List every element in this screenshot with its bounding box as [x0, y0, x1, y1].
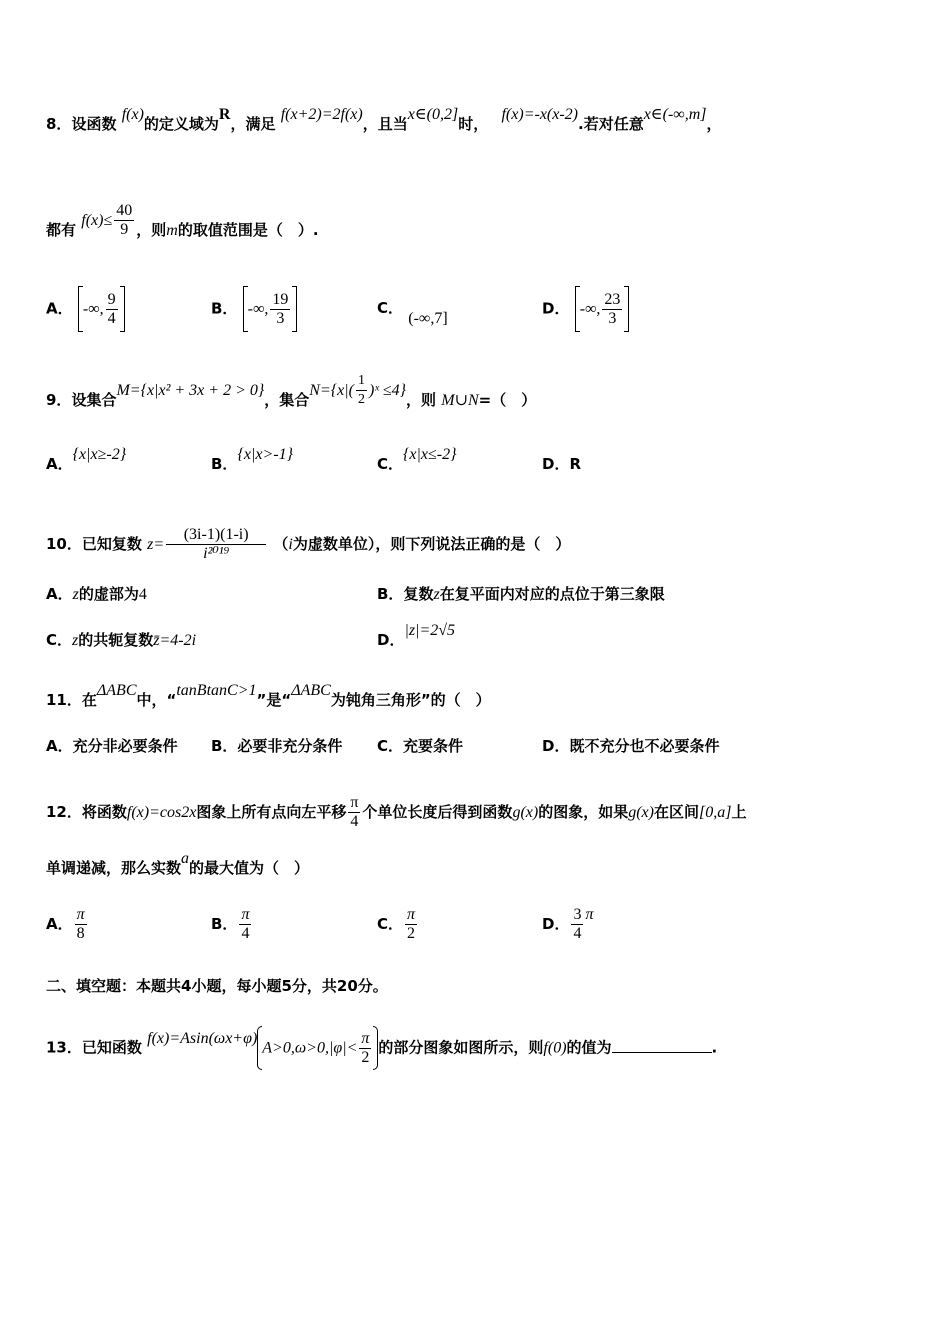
option-label: B．: [211, 455, 238, 473]
option-label: D．: [542, 299, 570, 318]
option-text: R: [569, 455, 582, 473]
text: ，则: [406, 391, 437, 409]
option-label: B．: [377, 585, 404, 603]
option-d[interactable]: [377, 622, 456, 651]
math-m: m: [166, 222, 178, 239]
text: 图象上所有点向左平移: [196, 803, 347, 821]
math-domain: x∈(0,2]: [407, 106, 459, 123]
fraction: [571, 906, 583, 943]
numerator: π: [361, 1029, 370, 1047]
math-a: a: [181, 850, 190, 867]
numerator: π: [350, 794, 359, 811]
numerator: π: [407, 906, 416, 923]
option-label: B．: [211, 915, 238, 933]
fraction: [106, 291, 118, 328]
option-b[interactable]: [377, 584, 665, 605]
option-c[interactable]: C．充要条件: [377, 737, 464, 755]
option-label: A．: [46, 585, 73, 603]
fraction: [348, 794, 360, 831]
question-number: 11．: [46, 691, 82, 709]
math-z: z: [72, 586, 79, 603]
option-b[interactable]: B．必要非充分条件: [211, 737, 343, 755]
math: -∞,: [247, 300, 269, 318]
option-label: D．: [542, 915, 570, 933]
math: -∞,: [82, 300, 104, 318]
math-triangle: ΔABC: [291, 682, 331, 699]
option-c[interactable]: [377, 906, 419, 943]
math-f0: f(0): [543, 1039, 567, 1057]
math-gx: g(x): [512, 804, 539, 821]
q8-line2: [46, 202, 319, 249]
text: 的图象，如果: [538, 803, 629, 821]
text: 的最大值为（ ）: [189, 859, 310, 877]
text: 在复平面内对应的点位于第三象限: [439, 585, 665, 603]
q11-line: [46, 682, 491, 711]
q8-line1: [46, 106, 722, 135]
text: 设函数: [71, 115, 117, 133]
q12-line1: [46, 794, 746, 831]
denominator: 3: [276, 309, 285, 327]
text: 中，“: [136, 691, 177, 709]
section-heading: 二、填空题：本题共4小题，每小题5分，共20分。: [46, 977, 388, 995]
fraction: [602, 291, 622, 328]
math-condition: tanBtanC>1: [176, 682, 257, 699]
math-pi: π: [585, 906, 594, 923]
option-d[interactable]: [542, 906, 593, 943]
text: ，则: [136, 221, 167, 239]
option-a[interactable]: [46, 584, 147, 605]
text: 的部分图象如图所示，则: [378, 1038, 544, 1057]
math-fx: f(x): [121, 106, 144, 123]
text: 的定义域为: [143, 115, 219, 133]
option-a[interactable]: A．充分非必要条件: [46, 737, 178, 755]
option-b[interactable]: [211, 446, 293, 475]
numerator: 1: [356, 372, 367, 391]
fraction: [405, 906, 417, 943]
fraction: [166, 526, 266, 563]
option-d[interactable]: D．既不充分也不必要条件: [542, 737, 720, 755]
text: ，: [706, 115, 722, 133]
option-label: A．: [46, 299, 73, 318]
math-condition: f(x+2)=2f(x): [280, 106, 363, 123]
fraction: [239, 906, 251, 943]
text: .若对任意: [578, 115, 644, 133]
text: 为虚数单位），则下列说法正确的是（ ）: [292, 535, 571, 553]
option-b[interactable]: [211, 286, 297, 332]
denominator: 2: [407, 925, 416, 942]
math: {x|x≤-2}: [403, 446, 457, 463]
math-range: x∈(-∞,m]: [643, 106, 707, 123]
text: 将函数: [81, 803, 127, 821]
math-z: z: [433, 586, 440, 603]
text: 时，: [458, 115, 489, 133]
denominator: 4: [241, 925, 250, 942]
text: .: [711, 1038, 718, 1057]
numerator: 23: [604, 290, 621, 308]
math-interval: [0,a]: [699, 804, 732, 821]
q10-line: [46, 526, 570, 563]
math-set-M: M={x|x² + 3x + 2 > 0}: [116, 382, 265, 399]
q12-line2: [46, 850, 310, 879]
math: {x|x>-1}: [237, 446, 293, 463]
text: 在: [81, 691, 97, 709]
text: （: [273, 535, 289, 553]
numerator: π: [76, 906, 85, 923]
option-label: C．: [377, 455, 404, 473]
math-triangle: ΔABC: [96, 682, 137, 699]
math-z: z=: [147, 536, 165, 553]
option-label: B．: [211, 299, 238, 318]
denominator: 4: [573, 925, 582, 942]
text: 为钝角三角形”的（ ）: [330, 691, 491, 709]
math-ineq: f(x)≤: [81, 212, 113, 229]
question-number: 13．: [46, 1038, 82, 1057]
fraction: [359, 1030, 371, 1067]
fraction: [75, 906, 87, 943]
numerator: 3: [573, 906, 582, 923]
math: 4: [138, 586, 147, 603]
numerator: π: [241, 906, 250, 923]
question-number: 12．: [46, 803, 82, 821]
answer-blank[interactable]: [612, 1038, 712, 1053]
option-a[interactable]: [46, 286, 125, 332]
fraction: [114, 202, 134, 239]
text: ，且当: [362, 115, 408, 133]
option-b[interactable]: [211, 906, 253, 943]
math: -∞,: [579, 300, 601, 318]
option-label: D．: [542, 455, 570, 473]
numerator: (3i-1)(1-i): [166, 526, 266, 545]
option-label: A．: [46, 915, 73, 933]
math-set-N-end: )ˣ ≤4}: [368, 382, 407, 399]
q13-line: [46, 1026, 717, 1070]
math-fx: f(x)=cos2x: [126, 804, 197, 821]
text: ”是“: [256, 691, 292, 709]
option-label: D．: [377, 631, 405, 649]
denominator: 3: [608, 309, 617, 327]
option-a[interactable]: [46, 446, 127, 475]
text: 单调递减，那么实数: [46, 859, 182, 877]
text: 的共轭复数: [78, 631, 154, 649]
text: 设集合: [71, 391, 117, 409]
math-i: i: [288, 536, 293, 553]
option-c[interactable]: [377, 446, 457, 475]
math-condition: A>0,ω>0,|φ|<: [262, 1039, 358, 1057]
denominator: 8: [76, 925, 85, 942]
numerator: 9: [107, 290, 116, 308]
fraction: [356, 372, 367, 409]
math: {x|x≥-2}: [72, 446, 127, 463]
denominator: 4: [350, 813, 359, 830]
option-label: C．: [377, 915, 404, 933]
text: ，集合: [264, 391, 310, 409]
text: 复数: [403, 585, 434, 603]
option-label: C．: [377, 299, 404, 317]
denominator: 4: [107, 309, 116, 327]
text: =（ ）: [478, 391, 537, 409]
text: 个单位长度后得到函数: [362, 803, 513, 821]
math-fx: f(x)=Asin(ωx+φ): [147, 1029, 258, 1047]
option-c[interactable]: [377, 298, 448, 327]
q9-line: [46, 373, 537, 419]
question-number: 10．: [46, 535, 82, 553]
math-union: M∪N: [441, 392, 479, 409]
denominator: 2: [361, 1048, 370, 1066]
math-z: z: [72, 632, 79, 649]
math: |z|=2√5: [404, 622, 456, 639]
denominator: 2: [357, 392, 365, 407]
option-label: A．: [46, 455, 73, 473]
fraction: [270, 291, 290, 328]
text: 的值为: [566, 1038, 612, 1057]
bracket-right: [120, 286, 125, 332]
text: 的取值范围是（ ）.: [177, 221, 319, 239]
bracket-right: [624, 286, 629, 332]
math-function: f(x)=-x(x-2): [501, 106, 578, 123]
question-number: 9．: [46, 391, 72, 409]
text: 已知函数: [81, 1038, 142, 1057]
option-d[interactable]: [542, 454, 581, 474]
math-R: R: [218, 106, 231, 123]
text: ，满足: [230, 115, 276, 133]
option-a[interactable]: [46, 906, 89, 943]
bracket-right: [292, 286, 297, 332]
numerator: 19: [272, 290, 289, 308]
text: 的虚部为: [78, 585, 139, 603]
text: 都有: [46, 221, 77, 239]
option-label: C．: [46, 631, 73, 649]
text: 上: [731, 803, 747, 821]
numerator: 40: [116, 202, 133, 219]
math: (-∞,7]: [408, 310, 448, 327]
math: z̄=4-2i: [153, 632, 197, 649]
option-c[interactable]: [46, 630, 196, 651]
question-number: 8．: [46, 115, 72, 133]
math-gx: g(x): [628, 804, 654, 821]
denominator: i²⁰¹⁹: [203, 545, 230, 562]
text: 已知复数: [81, 535, 142, 553]
text: 在区间: [653, 803, 699, 821]
option-d[interactable]: [542, 286, 629, 332]
math-set-N: N={x|(: [309, 382, 354, 399]
denominator: 9: [120, 221, 129, 238]
